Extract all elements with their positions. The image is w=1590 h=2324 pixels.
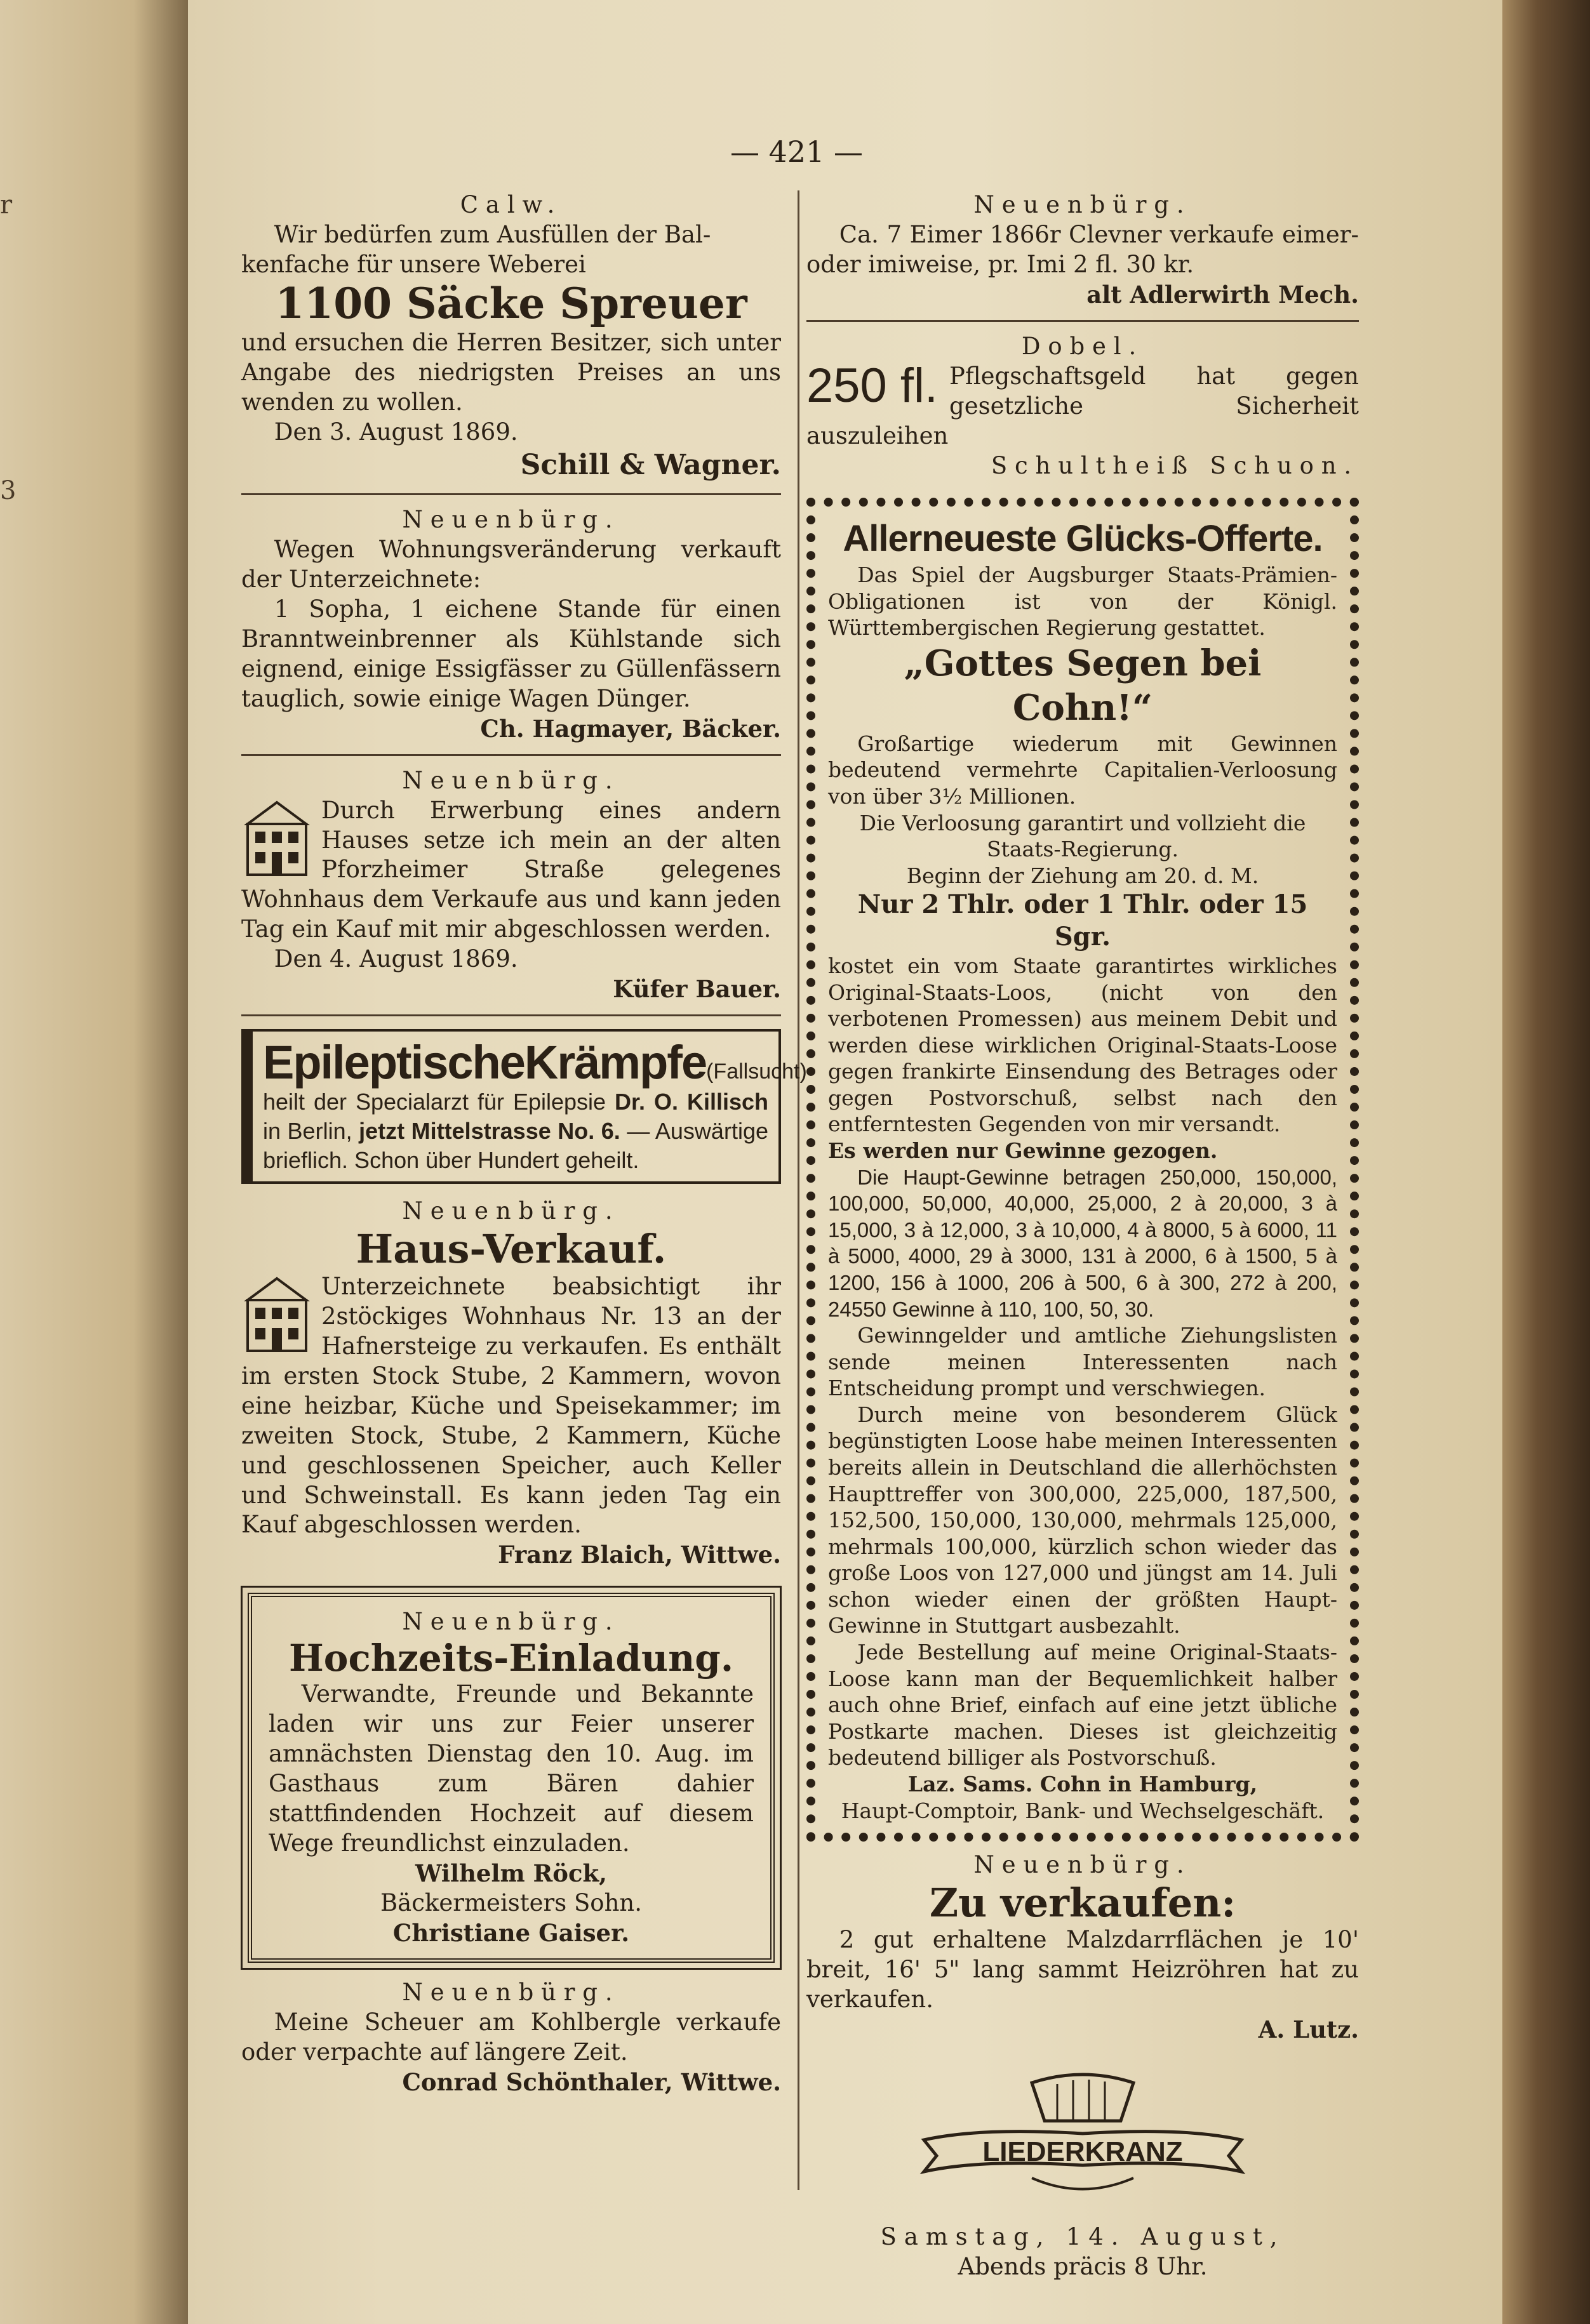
ad-place: Neuenbürg.: [402, 1197, 620, 1225]
ad-place: Neuenbürg.: [402, 1608, 620, 1636]
house-icon: [241, 1275, 312, 1355]
ad-paragraph: Beginn der Ziehung am 20. d. M.: [906, 863, 1259, 888]
right-column: [806, 190, 1359, 2282]
ad-signature: Küfer Bauer.: [613, 975, 781, 1004]
ad-wedding-invitation: [248, 1593, 775, 1963]
margin-fragment: 3: [0, 476, 17, 505]
ad-headline: „Gottes Segen bei Cohn!“: [904, 642, 1262, 729]
ad-intro: Das Spiel der Augsburger Staats-Prämien-Obligationen ist von der Königl. Württembergischen Regierung gestattet.: [828, 562, 1337, 641]
left-page-edge: [0, 0, 190, 2324]
divider: [241, 493, 781, 495]
ad-lead-2: kenfache für unsere Weberei: [241, 250, 586, 278]
ad-liederkranz: [806, 2070, 1359, 2282]
ad-title: EpileptischeKrämpfe: [263, 1036, 707, 1089]
margin-fragment: r: [0, 190, 13, 220]
event-time: Abends präcis 8 Uhr.: [958, 2253, 1208, 2281]
ad-bauer: [241, 766, 781, 1005]
ad-intro: Wegen Wohnungsveränderung verkauft der Unterzeichnete:: [241, 535, 781, 593]
divider: [806, 320, 1359, 322]
ad-signature: Ch. Hagmayer, Bäcker.: [480, 714, 781, 743]
ad-title-suffix: (Fallsucht): [706, 1059, 807, 1084]
emblem-label: LIEDERKRANZ: [982, 2136, 1183, 2168]
ad-signature: alt Adlerwirth Mech.: [1086, 280, 1359, 309]
ad-signature-company: Haupt-Comptoir, Bank- und Wechselgeschäft.: [841, 1798, 1325, 1823]
house-icon: [241, 799, 312, 879]
ad-body: heilt der Specialarzt für Epilepsie: [263, 1089, 606, 1115]
divider: [241, 1014, 781, 1016]
ad-body: in Berlin,: [263, 1118, 352, 1145]
ad-headline: Zu verkaufen:: [929, 1880, 1236, 1927]
ad-lottery-offer: [806, 498, 1359, 1842]
ad-body: und ersuchen die Herren Besitzer, sich unter Angabe des niedrigsten Preises an uns wenden zu wollen.: [241, 328, 781, 416]
ad-signature-title: Bäckermeisters Sohn.: [380, 1889, 643, 1917]
ad-lead: Wir bedürfen zum Ausfüllen der Bal-: [274, 220, 711, 248]
ad-place: Neuenbürg.: [402, 766, 620, 794]
ad-body: Unterzeichnete beabsichtigt ihr 2stöckiges Wohnhaus Nr. 13 an der Hafnersteige zu verkaufen. Es enthält im ersten Stock Stube, 2 Kammern, wovon eine heizbar, Küche und Speisekammer; im zweiten Stock, Stube, 2 Kammern, Küche und geschlossenen Speicher, auch Keller und Schweinstall. Es kann jeden Tag ein Kauf abgeschlossen werden.: [241, 1272, 781, 1539]
page-number: — 421 —: [730, 135, 864, 169]
ad-body: Verwandte, Freunde und Bekannte laden wir uns zur Feier unserer amnächsten Dienstag den 10. Aug. im Gasthaus zum Bären dahier stattfindenden Hochzeit auf diesem Wege freundlichst einzuladen.: [269, 1680, 754, 1857]
ad-headline: 1100 Säcke Spreuer: [275, 278, 747, 328]
ad-body: Ca. 7 Eimer 1866r Clevner verkaufe eimer- oder imiweise, pr. Imi 2 fl. 30 kr.: [806, 220, 1359, 278]
ad-calw: [241, 190, 781, 483]
ad-haus-verkauf: [241, 1197, 781, 1570]
ad-signature: Christiane Gaiser.: [392, 1919, 630, 1947]
liederkranz-emblem: [905, 2070, 1260, 2203]
ad-body: 1 Sopha, 1 eichene Stande für einen Branntweinbrenner als Kühlstande sich eignend, einige Essigfässer zu Güllenfässern tauglich, sowie einige Wagen Dünger.: [241, 595, 781, 712]
ad-paragraph: kostet ein vom Staate garantirtes wirkliches Original-Staats-Loos, (nicht von den verbotenen Promessen) aus meinem Debit und werden diese wirklichen Original-Staats-Loose gegen frankirte Einsendung des Betrages oder gegen Postvorschuß, selbst nach den entferntesten Gegenden von mir versandt.: [828, 953, 1337, 1137]
ad-headline: Hochzeits-Einladung.: [288, 1637, 734, 1680]
ad-signature: Wilhelm Röck,: [415, 1859, 608, 1888]
ad-place: Calw.: [460, 191, 563, 218]
ad-body: — Auswärtige brieflich. Schon über Hundert geheilt.: [263, 1118, 768, 1174]
event-date: Samstag, 14. August,: [880, 2223, 1285, 2251]
ad-paragraph: Durch meine von besonderem Glück begünstigten Loose habe meinen Interessenten bereits allein in Deutschland die allerhöchsten Haupttreffer von 300,000, 225,000, 187,500, 152,500, 150,000, 130,000, mehrmals 125,000, mehrmals 100,000, kürzlich schon wieder das große Loos von 127,000 und jüngst am 14. Juli schon wieder einen der größten Haupt-Gewinne in Stuttgart ausbezahlt.: [828, 1402, 1337, 1638]
ad-malzdarr: [806, 1850, 1359, 2045]
ad-signature: Conrad Schönthaler, Wittwe.: [402, 2068, 781, 2096]
ad-paragraph: Jede Bestellung auf meine Original-Staats-Loose kann man der Bequemlichkeit halber auch ohne Brief, einfach auf eine jetzt übliche Postkarte machen. Dieses ist gleichzeitig bedeutend billiger als Postvorschuß.: [828, 1640, 1337, 1770]
ad-headline: Haus-Verkauf.: [356, 1226, 667, 1273]
ad-body: Meine Scheuer am Kohlbergle verkaufe oder verpachte auf längere Zeit.: [241, 2008, 781, 2066]
ad-date: Den 3. August 1869.: [274, 418, 518, 446]
ad-dobel: [806, 332, 1359, 481]
ad-date: Den 4. August 1869.: [274, 945, 518, 973]
ad-address: jetzt Mittelstrasse No. 6.: [359, 1118, 620, 1145]
ad-paragraph: Die Verloosung garantirt und vollzieht die Staats-Regierung.: [859, 810, 1306, 862]
ad-place: Neuenbürg.: [973, 1851, 1192, 1879]
ad-body: 2 gut erhaltene Malzdarrflächen je 10' breit, 16' 5" lang sammt Heizröhren hat zu verkaufen.: [806, 1926, 1359, 2014]
ad-schoenthaler: [241, 1978, 781, 2097]
ad-signature: A. Lutz.: [1258, 2015, 1359, 2044]
ad-price: Nur 2 Thlr. oder 1 Thlr. oder 15 Sgr.: [857, 889, 1308, 952]
ad-signature: Laz. Sams. Cohn in Hamburg,: [907, 1771, 1258, 1796]
divider: [241, 754, 781, 756]
ad-signature: Schultheiß Schuon.: [991, 451, 1359, 479]
ad-amount: 250 fl.: [806, 358, 939, 413]
ad-headline: [263, 1036, 807, 1089]
ad-epilepsy: [241, 1029, 807, 1184]
ad-place: Neuenbürg.: [402, 505, 620, 533]
ad-doctor: Dr. O. Killisch: [615, 1089, 768, 1115]
book-spine: [1501, 0, 1590, 2324]
ad-place: Dobel.: [1021, 332, 1144, 360]
ad-paragraph: Es werden nur Gewinne gezogen.: [828, 1138, 1218, 1164]
ad-signature: Franz Blaich, Wittwe.: [498, 1541, 781, 1569]
ad-body: Pflegschaftsgeld hat gegen gesetzliche Sicherheit auszuleihen: [806, 362, 1359, 449]
ad-clevner: [806, 190, 1359, 310]
ad-paragraph: Großartige wiederum mit Gewinnen bedeutend vermehrte Capitalien-Verloosung von über 3½ Millionen.: [828, 731, 1337, 809]
ad-prize-list: Die Haupt-Gewinne betragen 250,000, 150,000, 100,000, 50,000, 40,000, 25,000, 2 à 20,000, 3 à 15,000, 3 à 12,000, 3 à 10,000, 4 à 8000, 5 à 6000, 11 à 5000, 4000, 29 à 3000, 131 à 2000, 6 à 1500, 5 à 1200, 156 à 1000, 206 à 500, 6 à 300, 272 à 200, 24550 Gewinne à 110, 100, 50, 30.: [828, 1165, 1337, 1321]
left-column: [241, 190, 807, 2097]
ad-place: Neuenbürg.: [973, 191, 1192, 218]
ad-body: Durch Erwerbung eines andern Hauses setze ich mein an der alten Pforzheimer Straße gelegenes Wohnhaus dem Verkaufe aus und kann jeden Tag ein Kauf mit mir abgeschlossen werden.: [241, 796, 781, 943]
ad-paragraph: Gewinngelder und amtliche Ziehungslisten sende meinen Interessenten nach Entscheidung prompt und verschwiegen.: [828, 1323, 1337, 1401]
ad-signature: Schill & Wagner.: [520, 448, 781, 481]
ad-place: Neuenbürg.: [402, 1978, 620, 2006]
column-divider: [798, 190, 799, 2190]
ad-title: Allerneueste Glücks-Offerte.: [843, 517, 1323, 559]
ad-hagmayer: [241, 505, 781, 744]
